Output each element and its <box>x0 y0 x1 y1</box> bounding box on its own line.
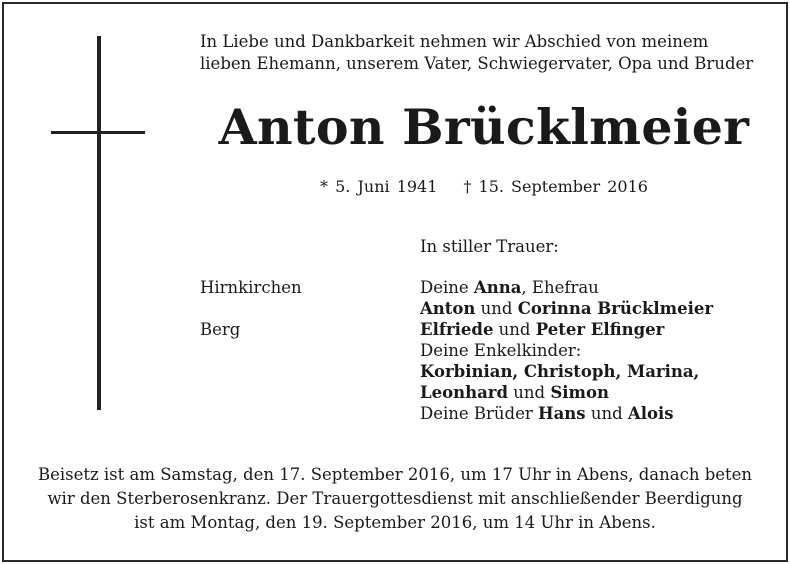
mourner-text: und <box>508 383 551 402</box>
obituary-notice <box>2 2 788 562</box>
mourner-line <box>420 382 713 403</box>
mourner-text: Alois <box>627 404 674 423</box>
mourner-text: Deine Enkelkinder: <box>420 341 582 360</box>
mourner-text: Anton <box>420 299 476 318</box>
mourner-text: Leonhard <box>420 383 509 402</box>
cross-icon <box>97 36 101 410</box>
life-dates <box>194 177 774 196</box>
death-date: † 15. September 2016 <box>463 177 648 196</box>
mourner-line <box>420 361 713 382</box>
mourner-text: und <box>475 299 518 318</box>
mourner-text: Hans <box>538 404 586 423</box>
birth-date: * 5. Juni 1941 <box>320 177 438 196</box>
places-column <box>200 277 302 340</box>
mourner-text: , Ehefrau <box>521 278 599 297</box>
mourner-line <box>420 277 713 298</box>
mourner-text: und <box>493 320 536 339</box>
intro-line-2: lieben Ehemann, unserem Vater, Schwiegervater, Opa und Bruder <box>200 54 754 73</box>
mourners-heading: In stiller Trauer: <box>420 237 559 256</box>
funeral-line-2: wir den Sterberosenkranz. Der Trauergottesdienst mit anschließender Beerdigung <box>47 489 743 508</box>
mourner-line <box>420 403 713 424</box>
intro-text <box>200 31 780 75</box>
mourner-text: Anna <box>473 278 522 297</box>
funeral-line-1: Beisetz ist am Samstag, den 17. September 2016, um 17 Uhr in Abens, danach beten <box>37 465 753 484</box>
mourner-text: Peter Elfinger <box>535 320 665 339</box>
mourners-list <box>420 277 713 424</box>
mourner-text: Elfriede <box>420 320 494 339</box>
mourner-line <box>420 319 713 340</box>
funeral-info <box>24 463 766 535</box>
cross-icon-bar <box>51 131 145 134</box>
mourner-text: Simon <box>550 383 609 402</box>
mourner-text: Deine <box>420 278 474 297</box>
place-berg: Berg <box>200 320 241 339</box>
place-hirnkirchen: Hirnkirchen <box>200 278 302 297</box>
funeral-line-3: ist am Montag, den 19. September 2016, um 14 Uhr in Abens. <box>134 513 656 532</box>
mourner-line <box>420 298 713 319</box>
deceased-name: Anton Brücklmeier <box>218 98 750 156</box>
mourner-line <box>420 340 713 361</box>
mourner-text: und <box>585 404 628 423</box>
intro-line-1: In Liebe und Dankbarkeit nehmen wir Abschied von meinem <box>200 32 709 51</box>
mourner-text: Corinna Brücklmeier <box>517 299 714 318</box>
mourner-text: Deine Brüder <box>420 404 539 423</box>
mourner-text: Korbinian, Christoph, Marina, <box>420 362 700 381</box>
